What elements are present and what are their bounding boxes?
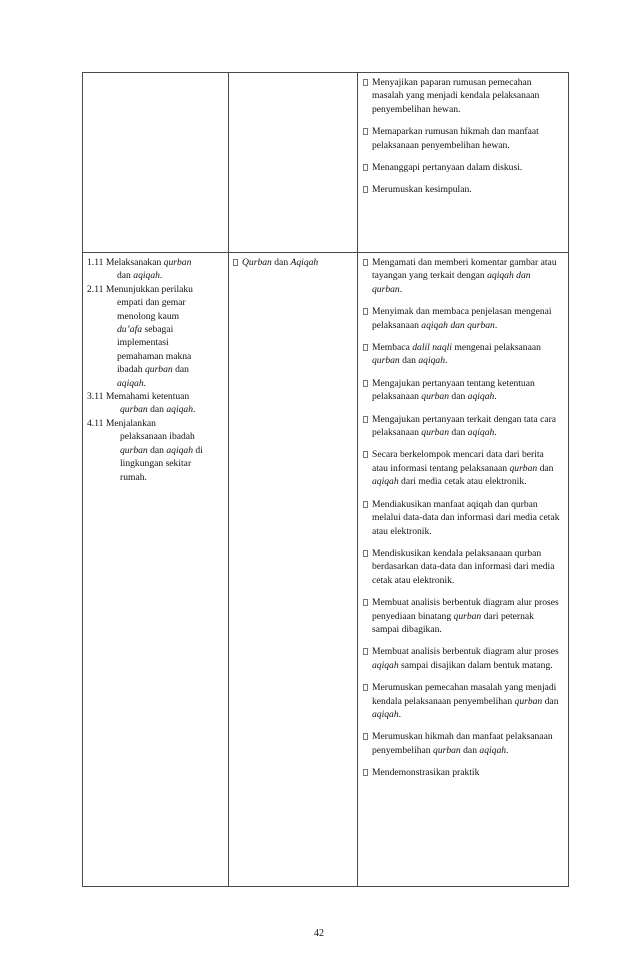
competency-line bbox=[87, 403, 224, 416]
competency-line bbox=[87, 310, 224, 323]
activity-text: Menyajikan paparan rumusan pemecahan masalah yang menjadi kendala pelaksanaan penyembelihan hewan. bbox=[372, 77, 540, 115]
checkbox-bullet-icon bbox=[363, 733, 368, 740]
activity-text: Menanggapi pertanyaan dalam diskusi. bbox=[372, 162, 523, 174]
activity-list bbox=[358, 253, 568, 782]
competency-text: pemahaman makna bbox=[117, 350, 192, 362]
competency-line bbox=[87, 336, 224, 349]
checkbox-bullet-icon bbox=[363, 186, 368, 193]
activity-text: Merumuskan kesimpulan. bbox=[372, 184, 472, 196]
activity-text: . bbox=[398, 708, 402, 720]
activity-text: Mengajukan pertanyaan terkait dengan tata cara pelaksanaan bbox=[372, 413, 557, 439]
activity-text: dan bbox=[542, 695, 559, 707]
activity-item bbox=[363, 766, 562, 779]
checkbox-bullet-icon bbox=[363, 344, 368, 351]
checkbox-bullet-icon bbox=[233, 259, 238, 266]
activity-item bbox=[363, 377, 562, 404]
activity-text: mengenai pelaksanaan bbox=[451, 342, 541, 354]
material-cell bbox=[229, 253, 358, 887]
activity-text: aqiqah dan qurban bbox=[421, 319, 495, 331]
activity-text: qurban bbox=[421, 427, 449, 439]
competency-number: 3.11 bbox=[87, 391, 104, 403]
activity-item bbox=[363, 305, 562, 332]
page-number: 42 bbox=[314, 928, 324, 939]
activity-text: Mendiskusikan kendala pelaksanaan qurban berdasarkan data-data dan informasi dari media cetak atau elektronik. bbox=[372, 547, 555, 586]
table-row bbox=[83, 253, 569, 887]
activity-item bbox=[363, 596, 562, 636]
competency-text: . bbox=[159, 270, 163, 282]
activity-text: qurban bbox=[514, 695, 543, 707]
activity-text: Secara berkelompok mencari data dari berita atau informasi tentang pelaksanaan bbox=[372, 449, 544, 474]
activity-text: aqiqah bbox=[479, 744, 507, 756]
activity-item bbox=[363, 413, 562, 440]
competency-text: . bbox=[143, 377, 147, 389]
activity-item bbox=[363, 730, 562, 757]
activity-text: Membaca bbox=[372, 342, 413, 354]
competency-cell-empty bbox=[83, 73, 229, 253]
activity-text: Mengajukan pertanyaan tentang ketentuan pelaksanaan bbox=[372, 377, 535, 403]
competency-text: aqiqah bbox=[166, 444, 194, 456]
competency-item bbox=[87, 256, 224, 283]
activity-text: Menyimak dan membaca penjelasan mengenai pelaksanaan bbox=[372, 306, 552, 331]
competency-line bbox=[87, 350, 224, 363]
competency-text: empati dan gemar bbox=[117, 297, 186, 309]
competency-line bbox=[87, 269, 224, 282]
checkbox-bullet-icon bbox=[363, 451, 368, 458]
competency-line bbox=[87, 471, 224, 484]
competency-line bbox=[87, 296, 224, 309]
activity-text: Mendiakusikan manfaat aqiqah dan qurban melalui data-data dan informasi dari media cetak atau elektronik. bbox=[372, 498, 560, 537]
competency-number: 1.11 bbox=[87, 257, 104, 268]
competency-text: . bbox=[193, 404, 196, 416]
activity-text: Membuat analisis berbentuk diagram alur proses penyediaan binatang bbox=[372, 597, 559, 622]
activity-item bbox=[363, 645, 562, 672]
checkbox-bullet-icon bbox=[363, 380, 368, 387]
checkbox-bullet-icon bbox=[363, 308, 368, 315]
competency-head-italic: qurban bbox=[163, 257, 192, 268]
competency-text: dan bbox=[147, 404, 167, 416]
activity-text: aqiqah bbox=[372, 476, 399, 488]
activity-text: qurban bbox=[509, 462, 538, 474]
checkbox-bullet-icon bbox=[363, 79, 368, 86]
activity-text: aqiqah bbox=[372, 708, 399, 720]
activity-text: . bbox=[494, 319, 498, 331]
competency-text: menolong kaum bbox=[117, 310, 180, 322]
activity-text: Mendemonstrasikan praktik bbox=[372, 767, 480, 779]
competency-text: ibadah bbox=[117, 364, 145, 376]
checkbox-bullet-icon bbox=[363, 684, 368, 691]
activity-cell bbox=[358, 73, 569, 253]
activity-text: dan bbox=[449, 427, 468, 439]
competency-item bbox=[87, 283, 224, 390]
competency-text: lingkungan sekitar bbox=[120, 458, 192, 470]
activity-item bbox=[363, 498, 562, 538]
activity-text: qurban bbox=[372, 355, 400, 367]
activity-text: dan bbox=[537, 462, 554, 474]
activity-text: qurban bbox=[453, 610, 482, 622]
material-conj: dan bbox=[271, 257, 291, 268]
activity-text: aqiqah bbox=[418, 355, 446, 367]
activity-text: Mengamati dan memberi komentar gambar atau tayangan yang terkait dengan bbox=[372, 257, 557, 282]
activity-text: dan bbox=[460, 744, 480, 756]
activity-item bbox=[363, 547, 562, 587]
competency-text: implementasi bbox=[117, 337, 169, 349]
competency-line bbox=[87, 430, 224, 443]
competency-text: pelaksanaan ibadah bbox=[120, 431, 195, 443]
competency-text: qurban bbox=[120, 444, 148, 456]
competency-head: Menjalankan bbox=[105, 417, 156, 429]
competency-text: dan bbox=[147, 444, 167, 456]
competency-text: aqiqah bbox=[133, 270, 160, 282]
activity-text: Membuat analisis berbentuk diagram alur proses bbox=[372, 646, 559, 658]
checkbox-bullet-icon bbox=[363, 769, 368, 776]
competency-item bbox=[87, 417, 224, 484]
competency-number: 4.11 bbox=[87, 417, 104, 429]
activity-text: Merumuskan pemecahan masalah yang menjadi kendala pelaksanaan penyembelihan bbox=[372, 682, 557, 707]
activity-item bbox=[363, 161, 562, 174]
material-aqiqah: Aqiqah bbox=[290, 257, 319, 268]
activity-text: . bbox=[494, 391, 497, 403]
checkbox-bullet-icon bbox=[363, 416, 368, 423]
activity-list bbox=[358, 73, 568, 199]
checkbox-bullet-icon bbox=[363, 164, 368, 171]
competency-head: Menunjukkan perilaku bbox=[105, 283, 193, 295]
activity-text: Memaparkan rumusan hikmah dan manfaat pelaksanaan penyembelihan hewan. bbox=[372, 126, 539, 151]
competency-head: Melaksanakan bbox=[105, 257, 162, 268]
competency-line bbox=[87, 323, 224, 336]
activity-text: dari peternak sampai dibagikan. bbox=[372, 610, 534, 635]
competency-text: aqiqah bbox=[117, 377, 144, 389]
activity-item bbox=[363, 341, 562, 368]
competency-text: di bbox=[193, 444, 203, 456]
activity-item bbox=[363, 76, 562, 116]
competency-cell bbox=[83, 253, 229, 887]
competency-text: sebagai bbox=[142, 324, 174, 336]
activity-text: aqiqah dan qurban bbox=[372, 270, 531, 295]
table-row bbox=[83, 73, 569, 253]
checkbox-bullet-icon bbox=[363, 599, 368, 606]
competency-line bbox=[87, 377, 224, 390]
activity-text: dalil naqli bbox=[412, 342, 452, 354]
activity-text: aqiqah bbox=[467, 391, 495, 403]
competency-line bbox=[87, 457, 224, 470]
activity-text: Merumuskan hikmah dan manfaat pelaksanaan penyembelihan bbox=[372, 731, 553, 756]
activity-text: . bbox=[506, 744, 509, 756]
competency-text: qurban bbox=[120, 404, 148, 416]
competency-number: 2.11 bbox=[87, 283, 104, 295]
activity-text: sampai disajikan dalam bentuk matang. bbox=[398, 659, 553, 671]
activity-cell bbox=[358, 253, 569, 887]
checkbox-bullet-icon bbox=[363, 501, 368, 508]
curriculum-table bbox=[82, 72, 569, 887]
activity-text: . bbox=[494, 427, 497, 439]
competency-text: rumah. bbox=[120, 471, 147, 483]
material-item bbox=[229, 253, 357, 271]
activity-item bbox=[363, 183, 562, 196]
activity-text: dan bbox=[399, 355, 419, 367]
competency-line bbox=[87, 363, 224, 376]
activity-text: aqiqah bbox=[467, 427, 495, 439]
checkbox-bullet-icon bbox=[363, 128, 368, 135]
competency-text: du’afa bbox=[117, 324, 143, 336]
activity-text: dan bbox=[449, 391, 468, 403]
activity-text: qurban bbox=[433, 744, 461, 756]
material-qurban: Qurban bbox=[242, 257, 272, 268]
competency-head: Memahami ketentuan bbox=[105, 391, 190, 403]
activity-item bbox=[363, 681, 562, 721]
activity-text: . bbox=[399, 283, 403, 295]
checkbox-bullet-icon bbox=[363, 648, 368, 655]
competency-item bbox=[87, 390, 224, 417]
competency-text: dan bbox=[172, 364, 189, 376]
competency-text: dan bbox=[117, 270, 134, 282]
activity-text: aqiqah bbox=[372, 659, 399, 671]
competency-list bbox=[83, 253, 228, 486]
competency-line bbox=[87, 444, 224, 457]
material-cell-empty bbox=[229, 73, 358, 253]
activity-text: qurban bbox=[421, 391, 449, 403]
checkbox-bullet-icon bbox=[363, 259, 368, 266]
activity-text: . bbox=[445, 355, 448, 367]
competency-text: aqiqah bbox=[166, 404, 194, 416]
activity-item bbox=[363, 256, 562, 296]
activity-text: dari media cetak atau elektronik. bbox=[398, 476, 527, 488]
activity-item bbox=[363, 125, 562, 152]
activity-item bbox=[363, 448, 562, 488]
checkbox-bullet-icon bbox=[363, 550, 368, 557]
competency-text: qurban bbox=[144, 364, 173, 376]
